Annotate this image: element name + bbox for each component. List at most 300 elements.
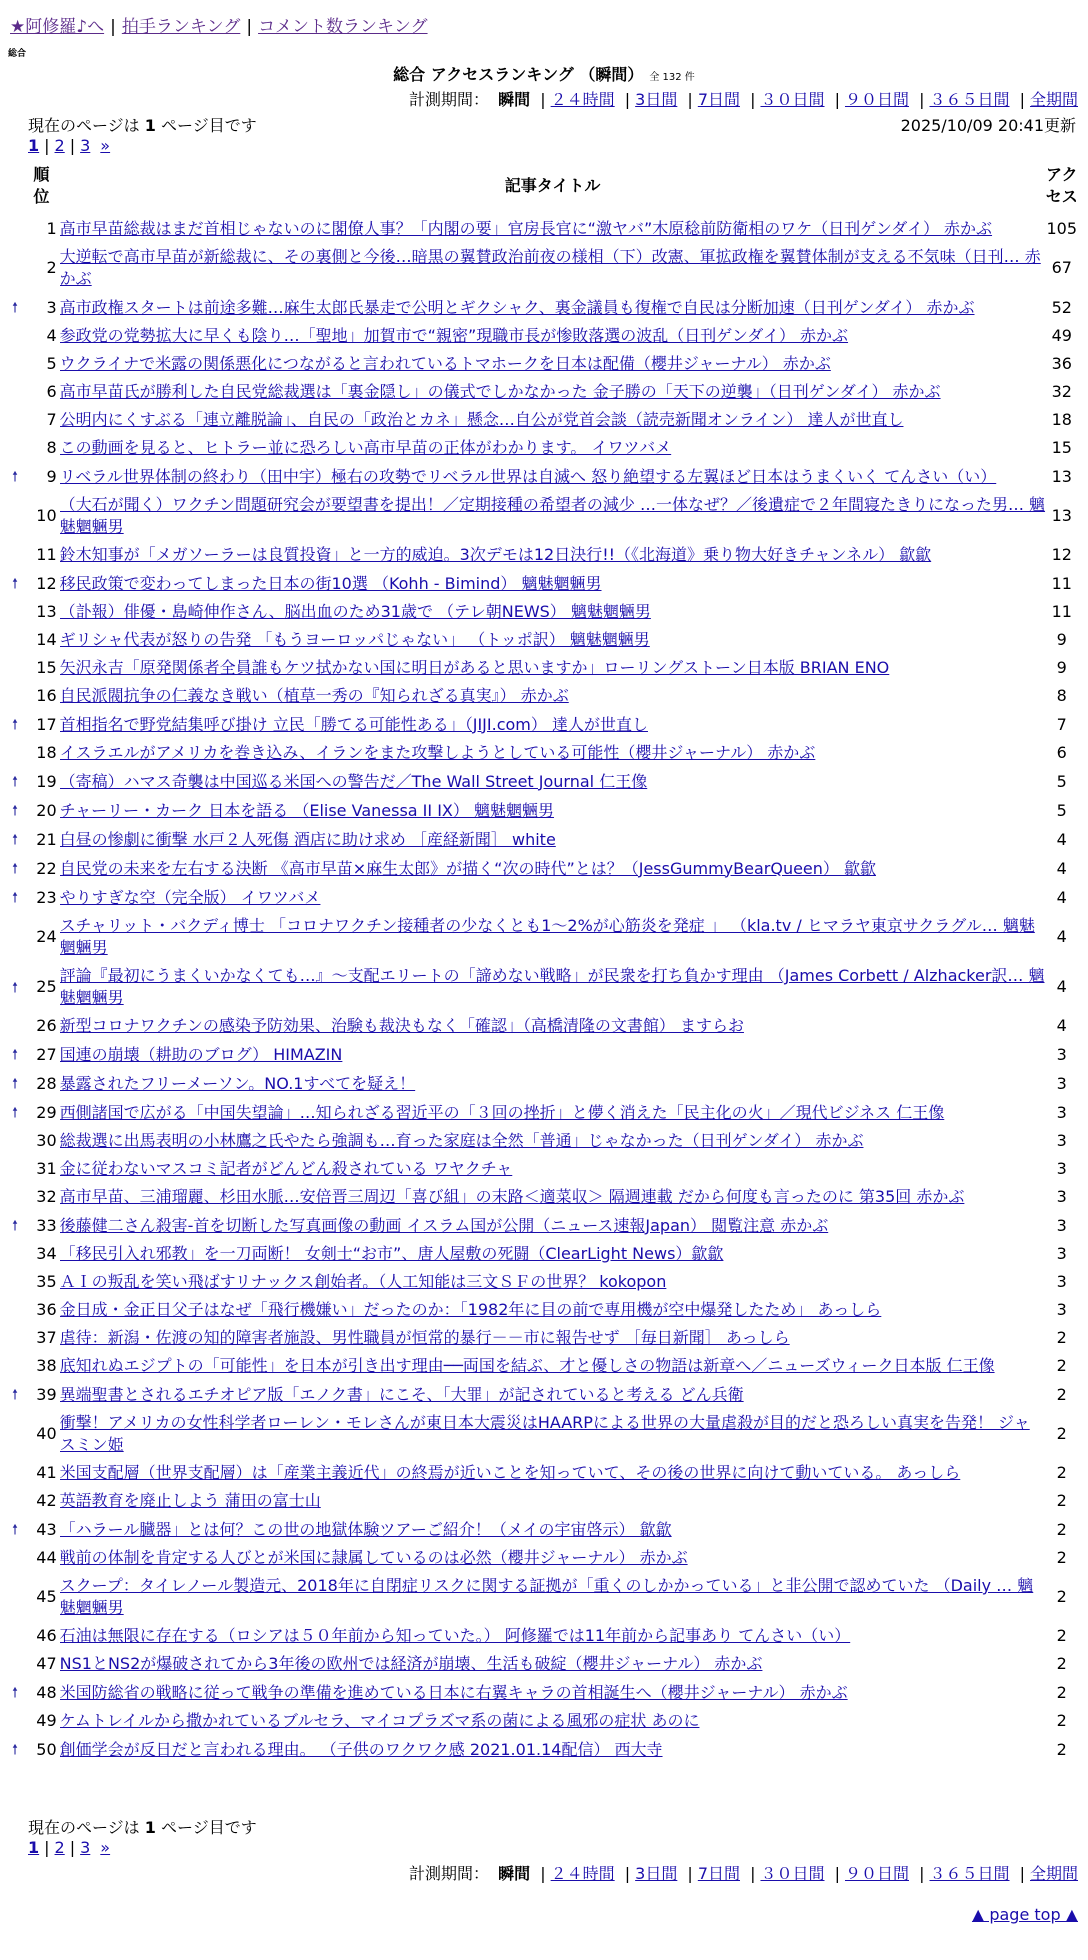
table-row bbox=[12, 626, 1078, 654]
article-link[interactable]: スクープ：タイレノール製造元、2018年に自閉症リスクに関する証拠が「重くのしかかっている」と非公開で認めていた （Daily … 魑魅魍魎男 bbox=[59, 1576, 1034, 1617]
period-option[interactable]: ３０日間 bbox=[760, 1864, 825, 1883]
rank-number: 36 bbox=[36, 1300, 57, 1319]
rank-trend-cell bbox=[12, 322, 26, 350]
access-count: 2 bbox=[1056, 1654, 1067, 1673]
article-link[interactable]: 高市早苗総裁はまだ首相じゃないのに閣僚人事？「内閣の要」官房長官に“激ヤバ”木原稔前防衛相のワケ（日刊ゲンダイ） 赤かぶ bbox=[59, 219, 993, 238]
table-row bbox=[12, 1098, 1078, 1127]
table-row bbox=[12, 378, 1078, 406]
comment-ranking-link[interactable]: コメント数ランキング bbox=[258, 17, 428, 37]
page-title-text: 総合 アクセスランキング （瞬間） bbox=[393, 65, 644, 84]
rank-number: 46 bbox=[36, 1626, 57, 1645]
table-row bbox=[12, 1040, 1078, 1069]
article-title-cell bbox=[60, 1487, 1046, 1515]
rank-trend-cell bbox=[12, 1211, 26, 1240]
home-link[interactable]: ★阿修羅♪へ bbox=[10, 17, 105, 37]
rank-trend-cell bbox=[12, 1650, 26, 1678]
up-arrow-icon: 🠕 bbox=[12, 803, 19, 819]
rank-number: 20 bbox=[36, 800, 57, 820]
period-option[interactable]: ３６５日間 bbox=[929, 1864, 1010, 1883]
article-title-cell bbox=[60, 1069, 1046, 1098]
article-link[interactable]: 米国支配層（世界支配層）は「産業主義近代」の終焉が近いことを知っていて、その後の世界に向けて動いている。 あっしら bbox=[59, 1463, 961, 1482]
period-option[interactable]: 全期間 bbox=[1029, 90, 1078, 109]
rank-number: 28 bbox=[36, 1073, 57, 1093]
rank-trend-cell bbox=[12, 569, 26, 598]
rank-trend-cell bbox=[12, 406, 26, 434]
article-link[interactable]: （訃報）俳優・島崎伸作さん、脳出血のため31歳で （テレ朝NEWS） 魑魅魍魎男 bbox=[59, 602, 651, 621]
rank-number: 7 bbox=[46, 410, 57, 429]
article-link[interactable]: 金日成・金正日父子はなぜ「飛行機嫌い」だったのか：「1982年に目の前で専用機が空中爆発したため」 あっしら bbox=[59, 1300, 882, 1319]
access-count: 49 bbox=[1051, 326, 1072, 345]
period-option[interactable]: 7日間 bbox=[697, 90, 740, 109]
article-link[interactable]: 創価学会が反日だと言われる理由。 （子供のワクワク感 2021.01.14配信） 西大寺 bbox=[59, 1739, 663, 1759]
rank-trend-cell bbox=[12, 1324, 26, 1352]
clap-ranking-link[interactable]: 拍手ランキング bbox=[121, 17, 241, 37]
rank-number: 29 bbox=[36, 1102, 57, 1122]
access-count: 9 bbox=[1056, 658, 1067, 677]
col-count-header: アクセス bbox=[1045, 165, 1078, 206]
up-arrow-icon: 🠕 bbox=[12, 717, 19, 733]
table-row bbox=[12, 962, 1078, 1012]
rank-number: 3 bbox=[46, 297, 57, 317]
table-row bbox=[12, 1240, 1078, 1268]
article-title-cell bbox=[60, 962, 1046, 1012]
rank-trend-cell bbox=[12, 1487, 26, 1515]
article-title-cell bbox=[60, 569, 1046, 598]
rank-number: 27 bbox=[36, 1044, 57, 1064]
rank-number: 39 bbox=[36, 1384, 57, 1404]
rank-number: 45 bbox=[36, 1587, 57, 1606]
rank-number: 19 bbox=[36, 771, 57, 791]
pager-page-2[interactable]: 2 bbox=[54, 136, 65, 155]
access-count: 2 bbox=[1056, 1491, 1067, 1510]
article-title-cell bbox=[60, 1459, 1046, 1487]
article-title-cell bbox=[60, 796, 1046, 825]
period-option[interactable]: ２４時間 bbox=[550, 90, 615, 109]
table-row bbox=[12, 434, 1078, 462]
up-arrow-icon: 🠕 bbox=[12, 1218, 19, 1234]
article-title-cell bbox=[60, 854, 1046, 883]
article-link[interactable]: 総裁選に出馬表明の小林鷹之氏やたら強調も…育った家庭は全然「普通」じゃなかった（日刊ゲンダイ） 赤かぶ bbox=[59, 1131, 864, 1150]
rank-number: 35 bbox=[36, 1272, 57, 1291]
rank-number: 18 bbox=[36, 743, 57, 762]
rank-number: 47 bbox=[36, 1654, 57, 1673]
article-link[interactable]: リベラル世界体制の終わり（田中宇）極右の攻勢でリベラル世界は自滅へ 怒り絶望する左翼ほど日本はうまくいく てんさい（い） bbox=[59, 466, 997, 486]
rank-trend-cell bbox=[12, 1707, 26, 1735]
period-current: 瞬間 bbox=[498, 1864, 531, 1883]
article-link[interactable]: 大逆転で高市早苗が新総裁に、その裏側と今後…暗黒の翼賛政治前夜の様相（下）改憲、軍拡政権を翼賛体制が支える不気味（日刊… 赤かぶ bbox=[59, 247, 1041, 288]
separator: | bbox=[110, 17, 116, 37]
period-option[interactable]: 3日間 bbox=[635, 90, 678, 109]
rank-number: 49 bbox=[36, 1711, 57, 1730]
rank-trend-cell bbox=[12, 462, 26, 491]
table-row bbox=[12, 1183, 1078, 1211]
up-arrow-icon: 🠕 bbox=[12, 1742, 19, 1758]
article-link[interactable]: 評論『最初にうまくいかなくても…』～支配エリートの「諦めない戦略」が民衆を打ち負かす理由 （James Corbett / Alzhacker訳… 魑魅魍魎男 bbox=[59, 966, 1045, 1007]
access-count: 15 bbox=[1051, 438, 1072, 457]
pager-top: 1 | 2 | 3 » bbox=[28, 136, 111, 155]
table-row bbox=[12, 1515, 1078, 1544]
table-row bbox=[12, 1127, 1078, 1155]
rank-number: 34 bbox=[36, 1244, 57, 1263]
rank-number: 32 bbox=[36, 1187, 57, 1206]
pager-page-1[interactable]: 1 bbox=[28, 136, 40, 155]
article-link[interactable]: 「移民引入れ邪教」を一刀両断！ 女剣士“お市”、唐人屋敷の死闘（ClearLight News）歙歙 bbox=[59, 1244, 724, 1263]
table-row bbox=[12, 1352, 1078, 1380]
rank-trend-cell bbox=[12, 796, 26, 825]
article-title-cell bbox=[60, 1544, 1046, 1572]
rank-number: 13 bbox=[36, 602, 57, 621]
col-rank-header: 順位 bbox=[33, 165, 50, 206]
table-row bbox=[12, 1544, 1078, 1572]
pager-page-2[interactable]: 2 bbox=[54, 1838, 65, 1857]
rank-trend-cell bbox=[12, 912, 26, 962]
article-link[interactable]: 高市早苗、三浦瑠麗、杉田水脈…安倍晋三周辺「喜び組」の末路＜適菜収＞ 隔週連載 だから何度も言ったのに 第35回 赤かぶ bbox=[59, 1187, 965, 1206]
rank-number: 37 bbox=[36, 1328, 57, 1347]
access-count: 2 bbox=[1056, 1519, 1067, 1539]
table-row bbox=[12, 1324, 1078, 1352]
rank-trend-cell bbox=[12, 1622, 26, 1650]
access-count: 3 bbox=[1056, 1187, 1067, 1206]
article-title-cell bbox=[60, 1622, 1046, 1650]
table-row bbox=[12, 710, 1078, 739]
access-count: 4 bbox=[1056, 1016, 1067, 1035]
up-arrow-icon: 🠕 bbox=[12, 890, 19, 906]
table-row bbox=[12, 406, 1078, 434]
access-count: 5 bbox=[1056, 771, 1067, 791]
article-link[interactable]: イスラエルがアメリカを巻き込み、イランをまた攻撃しようとしている可能性（櫻井ジャーナル） 赤かぶ bbox=[59, 743, 816, 762]
up-arrow-icon: 🠕 bbox=[12, 1685, 19, 1701]
page-info-prefix: 現在のページは bbox=[28, 116, 140, 135]
article-title-cell bbox=[60, 1098, 1046, 1127]
article-link[interactable]: 首相指名で野党結集呼び掛け 立民「勝てる可能性ある」（JIJI.com） 達人が世直し bbox=[59, 714, 648, 734]
category-label: 総合 bbox=[8, 49, 27, 59]
article-link[interactable]: ウクライナで米露の関係悪化につながると言われているトマホークを日本は配備（櫻井ジャーナル） 赤かぶ bbox=[59, 354, 831, 373]
table-row bbox=[12, 912, 1078, 962]
rank-trend-cell bbox=[12, 1352, 26, 1380]
up-arrow-icon: 🠕 bbox=[12, 1387, 19, 1403]
access-count: 2 bbox=[1056, 1626, 1067, 1645]
table-row bbox=[12, 854, 1078, 883]
rank-trend-cell bbox=[12, 1040, 26, 1069]
rank-trend-cell bbox=[12, 1735, 26, 1764]
pager-next[interactable]: » bbox=[100, 1838, 111, 1857]
access-count: 3 bbox=[1056, 1244, 1067, 1263]
period-current: 瞬間 bbox=[498, 90, 531, 109]
article-link[interactable]: ケムトレイルから撒かれているブルセラ、マイコプラズマ系の菌による風邪の症状 あのに bbox=[59, 1711, 700, 1730]
period-option[interactable]: 3日間 bbox=[635, 1864, 678, 1883]
access-count: 3 bbox=[1056, 1102, 1067, 1122]
article-link[interactable]: 暴露されたフリーメーソン。NO.1すべてを疑え！ bbox=[59, 1073, 416, 1093]
article-link[interactable]: チャーリー・カーク 日本を語る （Elise Vanessa II IX） 魑魅魍魎男 bbox=[59, 800, 554, 820]
article-link[interactable]: 白昼の惨劇に衝撃 水戸２人死傷 酒店に助け求め ［産経新聞］ white bbox=[59, 829, 556, 849]
article-link[interactable]: 衝撃！アメリカの女性科学者ローレン・モレさんが東日本大震災はHAARPによる世界の大量虐殺が目的だと恐ろしい真実を告発！ ジャスミン姫 bbox=[59, 1413, 1030, 1454]
article-title-cell bbox=[60, 434, 1046, 462]
up-arrow-icon: 🠕 bbox=[12, 774, 19, 790]
table-row bbox=[12, 825, 1078, 854]
up-arrow-icon: 🠕 bbox=[12, 1047, 19, 1063]
rank-trend-cell bbox=[12, 682, 26, 710]
rank-number: 21 bbox=[36, 829, 57, 849]
article-link[interactable]: 自民党の未来を左右する決断 《高市早苗×麻生太郎》が描く“次の時代”とは？（JessGummyBearQueen） 歙歙 bbox=[59, 858, 876, 878]
article-link[interactable]: （大石が聞く）ワクチン問題研究会が要望書を提出！／定期接種の希望者の減少 …一体なぜ？／後遺症で２年間寝たきりになった男… 魑魅魍魎男 bbox=[59, 495, 1046, 536]
table-header-row bbox=[12, 157, 1078, 215]
access-count: 2 bbox=[1056, 1548, 1067, 1567]
access-count: 5 bbox=[1056, 800, 1067, 820]
rank-number: 48 bbox=[36, 1682, 57, 1702]
article-title-cell bbox=[60, 1707, 1046, 1735]
article-link[interactable]: 公明内にくすぶる「連立離脱論」、自民の「政治とカネ」懸念…自公が党首会談（読売新聞オンライン） 達人が世直し bbox=[59, 410, 904, 429]
rank-trend-cell bbox=[12, 378, 26, 406]
rank-trend-cell bbox=[12, 1544, 26, 1572]
top-nav bbox=[10, 12, 428, 37]
separator: | bbox=[246, 17, 253, 37]
rank-number: 23 bbox=[36, 887, 57, 907]
article-title-cell bbox=[60, 1380, 1046, 1409]
rank-number: 30 bbox=[36, 1131, 57, 1150]
article-link[interactable]: 底知れぬエジプトの「可能性」を日本が引き出す理由──両国を結ぶ、才と優しさの物語は新章へ／ニューズウィーク日本版 仁王像 bbox=[59, 1356, 995, 1375]
article-title-cell bbox=[60, 322, 1046, 350]
rank-trend-cell bbox=[12, 710, 26, 739]
page-info-suffix: ページ目です bbox=[161, 116, 257, 135]
pager-bottom: 1 | 2 | 3 » bbox=[28, 1838, 111, 1857]
access-count: 52 bbox=[1051, 297, 1072, 317]
access-count: 4 bbox=[1056, 977, 1067, 996]
article-title-cell bbox=[60, 626, 1046, 654]
access-count: 67 bbox=[1051, 258, 1072, 277]
rank-trend-cell bbox=[12, 962, 26, 1012]
table-row bbox=[12, 598, 1078, 626]
article-title-cell bbox=[60, 1240, 1046, 1268]
article-title-cell bbox=[60, 378, 1046, 406]
access-count: 32 bbox=[1051, 382, 1072, 401]
article-title-cell bbox=[60, 1012, 1046, 1040]
rank-number: 26 bbox=[36, 1016, 57, 1035]
article-link[interactable]: 矢沢永吉「原発関係者全員誰もケツ拭かない国に明日があると思いますか」ローリングストーン日本版 BRIAN ENO bbox=[59, 658, 890, 677]
rank-number: 6 bbox=[46, 382, 57, 401]
article-title-cell bbox=[60, 1409, 1046, 1459]
period-option[interactable]: ３６５日間 bbox=[929, 90, 1010, 109]
rank-trend-cell bbox=[12, 1268, 26, 1296]
article-link[interactable]: 鈴木知事が「メガソーラーは良質投資」と一方的威迫。3次デモは12日決行!!（《北海道》乗り物大好きチャンネル） 歙歙 bbox=[59, 545, 932, 564]
access-count: 4 bbox=[1056, 887, 1067, 907]
updated-timestamp: 2025/10/09 20:41更新 bbox=[900, 116, 1076, 135]
period-option[interactable]: ２４時間 bbox=[550, 1864, 615, 1883]
rank-trend-cell bbox=[12, 1240, 26, 1268]
access-count: 8 bbox=[1056, 686, 1067, 705]
table-row bbox=[12, 1268, 1078, 1296]
article-link[interactable]: 金に従わないマスコミ記者がどんどん殺されている ワヤクチャ bbox=[59, 1159, 513, 1178]
rank-number: 16 bbox=[36, 686, 57, 705]
rank-number: 15 bbox=[36, 658, 57, 677]
article-link[interactable]: 異端聖書とされるエチオピア版「エノク書」にこそ、「大罪」が記されていると考える どん兵衛 bbox=[59, 1384, 744, 1404]
table-row bbox=[12, 1707, 1078, 1735]
article-title-cell bbox=[60, 541, 1046, 569]
rank-trend-cell bbox=[12, 350, 26, 378]
article-link[interactable]: 戦前の体制を肯定する人びとが米国に隷属しているのは必然（櫻井ジャーナル） 赤かぶ bbox=[59, 1548, 688, 1567]
table-row bbox=[12, 293, 1078, 322]
access-count: 3 bbox=[1056, 1131, 1067, 1150]
article-title-cell bbox=[60, 406, 1046, 434]
rank-trend-cell bbox=[12, 1069, 26, 1098]
rank-number: 10 bbox=[36, 506, 57, 525]
article-title-cell bbox=[60, 739, 1046, 767]
rank-trend-cell bbox=[12, 1572, 26, 1622]
access-count: 2 bbox=[1056, 1424, 1067, 1443]
rank-number: 40 bbox=[36, 1424, 57, 1443]
page-info-bottom bbox=[28, 1815, 257, 1838]
access-count: 2 bbox=[1056, 1711, 1067, 1730]
rank-number: 14 bbox=[36, 630, 57, 649]
rank-number: 11 bbox=[36, 545, 57, 564]
rank-number: 17 bbox=[36, 714, 57, 734]
access-count: 2 bbox=[1056, 1587, 1067, 1606]
article-link[interactable]: 参政党の党勢拡大に早くも陰り…「聖地」加賀市で“親密”現職市長が惨敗落選の波乱（日刊ゲンダイ） 赤かぶ bbox=[59, 326, 849, 345]
page-info-prefix: 現在のページは bbox=[28, 1818, 140, 1837]
article-title-cell bbox=[60, 598, 1046, 626]
access-count: 11 bbox=[1051, 573, 1072, 593]
page-info-top bbox=[28, 113, 257, 136]
article-link[interactable]: この動画を見ると、ヒトラー並に恐ろしい高市早苗の正体がわかります。 イワツバメ bbox=[59, 438, 672, 457]
access-count: 105 bbox=[1046, 219, 1078, 238]
pager-page-3[interactable]: 3 bbox=[80, 1838, 91, 1857]
table-row bbox=[12, 1487, 1078, 1515]
page-top-link[interactable]: ▲ page top ▲ bbox=[971, 1905, 1078, 1924]
rank-number: 22 bbox=[36, 858, 57, 878]
article-title-cell bbox=[60, 1324, 1046, 1352]
up-arrow-icon: 🠕 bbox=[12, 576, 19, 592]
rank-trend-cell bbox=[12, 1678, 26, 1707]
period-label: 計測期間： bbox=[409, 90, 490, 109]
article-link[interactable]: 高市早苗氏が勝利した自民党総裁選は「裏金隠し」の儀式でしかなかった 金子勝の「天下の逆襲」（日刊ゲンダイ） 赤かぶ bbox=[59, 382, 941, 401]
period-option[interactable]: ９０日間 bbox=[844, 1864, 909, 1883]
article-title-cell bbox=[60, 491, 1046, 541]
pager-next[interactable]: » bbox=[100, 136, 111, 155]
up-arrow-icon: 🠕 bbox=[12, 832, 19, 848]
period-selector-bottom: 計測期間： 瞬間 | ２４時間 | 3日間 | 7日間 | ３０日間 | ９０日間 | ３６５日間 | 全期間 bbox=[409, 1864, 1078, 1883]
rank-trend-cell bbox=[12, 1459, 26, 1487]
article-link[interactable]: 英語教育を廃止しよう 蒲田の富士山 bbox=[59, 1491, 321, 1510]
article-link[interactable]: 自民派閥抗争の仁義なき戦い（植草一秀の『知られざる真実』） 赤かぶ bbox=[59, 686, 569, 705]
rank-trend-cell bbox=[12, 1098, 26, 1127]
article-title-cell bbox=[60, 1211, 1046, 1240]
article-link[interactable]: ギリシャ代表が怒りの告発 「もうヨーロッパじゃない」 （トッポ訳） 魑魅魍魎男 bbox=[59, 630, 650, 649]
article-link[interactable]: 高市政権スタートは前途多難…麻生太郎氏暴走で公明とギクシャク、裏金議員も復権で自民は分断加速（日刊ゲンダイ） 赤かぶ bbox=[59, 297, 975, 317]
article-title-cell bbox=[60, 767, 1046, 796]
page-info-number: 1 bbox=[144, 1818, 156, 1837]
pager-page-1[interactable]: 1 bbox=[28, 1838, 40, 1857]
article-title-cell bbox=[60, 462, 1046, 491]
up-arrow-icon: 🠕 bbox=[12, 469, 19, 485]
article-link[interactable]: 国連の崩壊（耕助のブログ） HIMAZIN bbox=[59, 1044, 343, 1064]
rank-trend-cell bbox=[12, 491, 26, 541]
period-option[interactable]: 7日間 bbox=[697, 1864, 740, 1883]
article-title-cell bbox=[60, 1515, 1046, 1544]
article-link[interactable]: 移民政策で変わってしまった日本の街10選 （Kohh - Bimind） 魑魅魍魎男 bbox=[59, 573, 602, 593]
table-row bbox=[12, 541, 1078, 569]
period-option[interactable]: ３０日間 bbox=[760, 90, 825, 109]
rank-trend-cell bbox=[12, 883, 26, 912]
access-count: 9 bbox=[1056, 630, 1067, 649]
rank-number: 5 bbox=[46, 354, 57, 373]
rank-trend-cell bbox=[12, 767, 26, 796]
article-title-cell bbox=[60, 912, 1046, 962]
access-count: 2 bbox=[1056, 1328, 1067, 1347]
page-title bbox=[0, 62, 1088, 85]
period-option[interactable]: 全期間 bbox=[1029, 1864, 1078, 1883]
table-row bbox=[12, 1572, 1078, 1622]
ranking-body bbox=[12, 215, 1078, 1764]
table-row bbox=[12, 1380, 1078, 1409]
table-row bbox=[12, 1678, 1078, 1707]
rank-trend-cell bbox=[12, 215, 26, 243]
access-count: 18 bbox=[1051, 410, 1072, 429]
access-count: 7 bbox=[1056, 714, 1067, 734]
article-link[interactable]: 西側諸国で広がる「中国失望論」…知られざる習近平の「３回の挫折」と儚く消えた「民主化の火」／現代ビジネス 仁王像 bbox=[59, 1102, 945, 1122]
article-title-cell bbox=[60, 1155, 1046, 1183]
access-count: 2 bbox=[1056, 1384, 1067, 1404]
rank-number: 25 bbox=[36, 977, 57, 996]
article-link[interactable]: スチャリット・バクディ博士 「コロナワクチン接種者の少なくとも1～2%が心筋炎を発症 」 （kla.tv / ヒマラヤ東京サクラグル… 魑魅魍魎男 bbox=[59, 916, 1035, 957]
article-link[interactable]: 虐待：新潟・佐渡の知的障害者施設、男性職員が恒常的暴行－－市に報告せず ［毎日新聞］ あっしら bbox=[59, 1328, 790, 1347]
access-count: 4 bbox=[1056, 858, 1067, 878]
up-arrow-icon: 🠕 bbox=[12, 1105, 19, 1121]
table-row bbox=[12, 1650, 1078, 1678]
rank-trend-cell bbox=[12, 1380, 26, 1409]
article-link[interactable]: 「ハラール臓器」とは何？この世の地獄体験ツアーご紹介！（メイの宇宙啓示） 歙歙 bbox=[59, 1519, 672, 1539]
article-link[interactable]: 石油は無限に存在する（ロシアは５０年前から知っていた。） 阿修羅では11年前から記事あり てんさい（い） bbox=[59, 1626, 851, 1645]
rank-trend-cell bbox=[12, 1515, 26, 1544]
rank-trend-cell bbox=[12, 1127, 26, 1155]
rank-trend-cell bbox=[12, 854, 26, 883]
article-link[interactable]: （寄稿）ハマス奇襲は中国巡る米国への警告だ／The Wall Street Journal 仁王像 bbox=[59, 771, 648, 791]
rank-number: 24 bbox=[36, 927, 57, 946]
table-row bbox=[12, 1069, 1078, 1098]
access-count: 3 bbox=[1056, 1044, 1067, 1064]
article-title-cell bbox=[60, 350, 1046, 378]
rank-number: 4 bbox=[46, 326, 57, 345]
page-info-suffix: ページ目です bbox=[161, 1818, 257, 1837]
rank-trend-cell bbox=[12, 1155, 26, 1183]
article-title-cell bbox=[60, 215, 1046, 243]
rank-number: 1 bbox=[46, 219, 57, 238]
table-row bbox=[12, 1211, 1078, 1240]
up-arrow-icon: 🠕 bbox=[12, 861, 19, 877]
rank-number: 38 bbox=[36, 1356, 57, 1375]
article-link[interactable]: ＡＩの叛乱を笑い飛ばすリナックス創始者。（人工知能は三文ＳＦの世界？ kokopon bbox=[59, 1272, 667, 1291]
up-arrow-icon: 🠕 bbox=[12, 979, 19, 996]
table-row bbox=[12, 796, 1078, 825]
article-link[interactable]: 後藤健二さん殺害-首を切断した写真画像の動画 イスラム国が公開（ニュース速報Japan） 閲覧注意 赤かぶ bbox=[59, 1215, 829, 1235]
article-link[interactable]: 米国防総省の戦略に従って戦争の準備を進めている日本に右翼キャラの首相誕生へ（櫻井ジャーナル） 赤かぶ bbox=[59, 1682, 848, 1702]
article-title-cell bbox=[60, 1040, 1046, 1069]
period-option[interactable]: ９０日間 bbox=[844, 90, 909, 109]
article-title-cell bbox=[60, 1296, 1046, 1324]
ranking-table bbox=[12, 157, 1078, 1764]
article-link[interactable]: 新型コロナワクチンの感染予防効果、治験も裁決もなく「確認」（高橋清隆の文書館） ますらお bbox=[59, 1016, 744, 1035]
article-title-cell bbox=[60, 293, 1046, 322]
access-count: 2 bbox=[1056, 1739, 1067, 1759]
article-link[interactable]: NS1とNS2が爆破されてから3年後の欧州では経済が崩壊、生活も破綻（櫻井ジャーナル） 赤かぶ bbox=[59, 1654, 763, 1673]
article-link[interactable]: やりすぎな空（完全版） イワツバメ bbox=[59, 887, 321, 907]
pager-page-3[interactable]: 3 bbox=[80, 136, 91, 155]
access-count: 36 bbox=[1051, 354, 1072, 373]
access-count: 3 bbox=[1056, 1159, 1067, 1178]
rank-number: 8 bbox=[46, 438, 57, 457]
table-row bbox=[12, 1409, 1078, 1459]
rank-number: 43 bbox=[36, 1519, 57, 1539]
article-title-cell bbox=[60, 1572, 1046, 1622]
table-row bbox=[12, 569, 1078, 598]
